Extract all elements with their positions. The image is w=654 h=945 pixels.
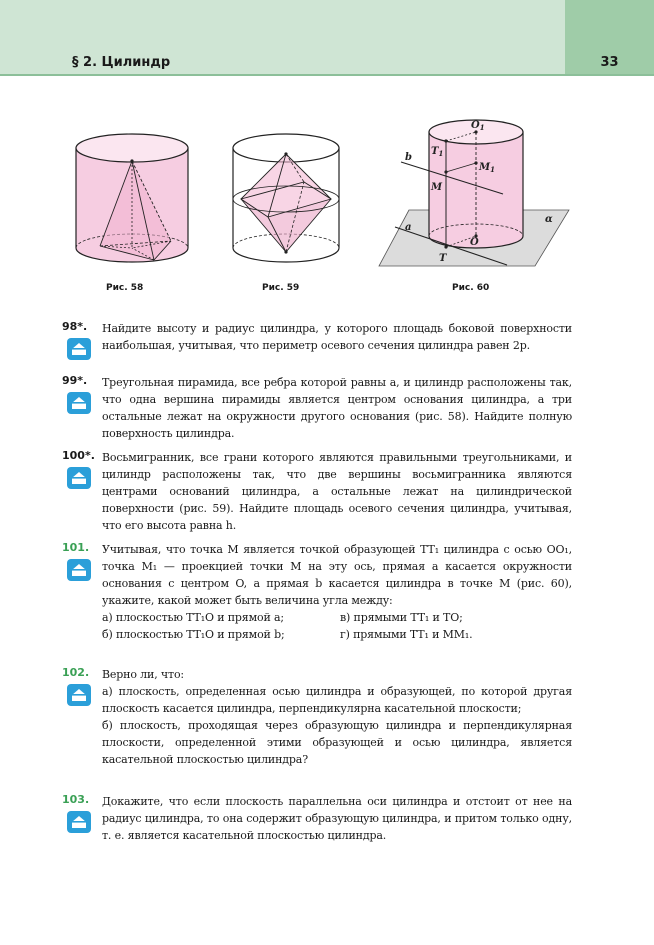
home-icon[interactable] — [67, 811, 91, 833]
figure-58-caption: Рис. 58 — [106, 283, 144, 293]
problem-text: Треугольная пирамида, все ребра которой равны a, и цилиндр расположены так, что одна вершина пирамиды является центром основания цилиндра, а три остальные лежат на окружности другого основания (рис. 58). Найдите полную поверхность цилиндра. — [102, 376, 572, 440]
page-number: 33 — [600, 55, 619, 70]
options-row — [102, 609, 572, 626]
home-icon[interactable] — [67, 338, 91, 360]
label-M: M — [431, 182, 443, 193]
label-T: T — [439, 253, 447, 264]
problem-99 — [62, 374, 572, 442]
label-O1: $O_1$ — [471, 120, 485, 132]
figure-59 — [227, 118, 345, 273]
label-alpha: α — [545, 214, 553, 225]
problem-number: 99*. — [62, 374, 88, 387]
problem-text: Учитывая, что точка M является точкой образующей TT₁ цилиндра с осью OO₁, точка M₁ — проекцией точки M на эту ось, прямая a касается окружности основания с центром O, а прямая b касается цилиндра в точке M (рис. 60), укажите, какой может быть величина угла между: — [102, 543, 572, 607]
home-icon[interactable] — [67, 392, 91, 414]
home-icon[interactable] — [67, 467, 91, 489]
problem-text: Докажите, что если плоскость параллельна оси цилиндра и отстоит от нее на радиус цилиндра, то она содержит образующую цилиндра, и притом только одну, т. е. является касательной плоскостью цилиндра. — [102, 795, 572, 842]
home-icon[interactable] — [67, 559, 91, 581]
section-title: § 2. Цилиндр — [72, 55, 171, 70]
option-g: г) прямыми TT₁ и MM₁. — [340, 628, 473, 641]
problem-number: 98*. — [62, 320, 88, 333]
option-b: б) плоскостью TT₁O и прямой b; — [102, 628, 285, 641]
problem-98 — [62, 320, 572, 354]
label-a: a — [405, 222, 412, 233]
problem-item-a: а) плоскость, определенная осью цилиндра и образующей, по которой другая плоскость касается цилиндра, перпендикулярна касательной плоскости; — [102, 685, 572, 715]
figure-59-caption: Рис. 59 — [262, 283, 300, 293]
label-b: b — [405, 152, 412, 163]
figure-58 — [70, 118, 194, 273]
problem-text: Верно ли, что: — [102, 668, 184, 681]
home-icon[interactable] — [67, 684, 91, 706]
page-header — [0, 0, 654, 74]
header-divider — [0, 74, 654, 76]
figure-60 — [375, 118, 575, 273]
label-O: O — [470, 237, 479, 248]
problem-102 — [62, 666, 572, 768]
problem-number: 103. — [62, 793, 90, 806]
problem-text: Найдите высоту и радиус цилиндра, у которого площадь боковой поверхности наибольшая, учитывая, что периметр осевого сечения цилиндра равен 2p. — [102, 322, 572, 352]
problem-number: 101. — [62, 541, 90, 554]
figure-60-caption: Рис. 60 — [452, 283, 490, 293]
problem-text: Восьмигранник, все грани которого являются правильными треугольниками, и цилиндр расположены так, что две вершины восьмигранника являются центрами оснований цилиндра, а остальные лежат на цилиндрической поверхности (рис. 59). Найдите площадь осевого сечения цилиндра, учитывая, что его высота равна h. — [102, 451, 572, 532]
problem-number: 102. — [62, 666, 90, 679]
problem-100 — [62, 449, 572, 534]
problem-item-b: б) плоскость, проходящая через образующую цилиндра и перпендикулярная плоскости, определенной этими образующей и осью цилиндра, является касательной плоскостью цилиндра? — [102, 719, 572, 766]
label-T1: $T_1$ — [431, 146, 444, 158]
problem-101 — [62, 541, 572, 643]
label-M1: $M_1$ — [479, 162, 495, 174]
page-number-box — [565, 0, 654, 74]
problem-number: 100*. — [62, 449, 95, 462]
option-a: а) плоскостью TT₁O и прямой a; — [102, 611, 284, 624]
problem-103 — [62, 793, 572, 844]
option-v: в) прямыми TT₁ и TO; — [340, 611, 463, 624]
options-row — [102, 626, 572, 643]
